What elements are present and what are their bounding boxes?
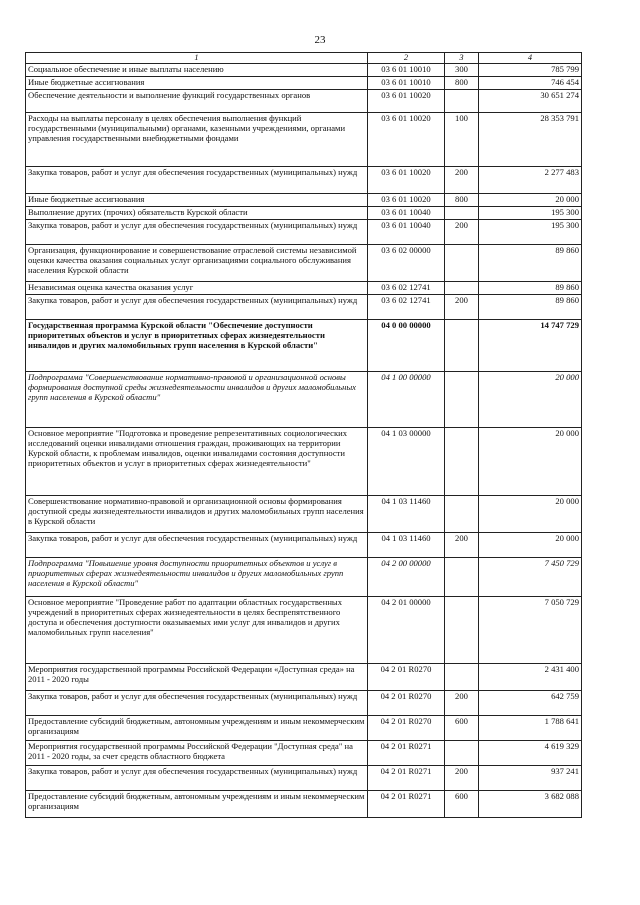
row-expense-type: 800 <box>445 77 479 90</box>
row-code: 03 6 01 10020 <box>368 113 445 167</box>
row-code: 04 2 01 R0270 <box>368 664 445 691</box>
row-amount: 89 860 <box>479 295 582 320</box>
row-name: Закупка товаров, работ и услуг для обеспечения государственных (муниципальных) нужд <box>26 167 368 194</box>
row-name: Независимая оценка качества оказания услуг <box>26 282 368 295</box>
table-row <box>26 194 582 207</box>
table-row <box>26 320 582 372</box>
column-header-amount: 4 <box>479 53 582 64</box>
row-expense-type <box>445 245 479 282</box>
row-expense-type <box>445 741 479 766</box>
table-body <box>26 64 582 818</box>
table-row <box>26 766 582 791</box>
row-expense-type <box>445 90 479 113</box>
row-amount: 20 000 <box>479 194 582 207</box>
row-name: Закупка товаров, работ и услуг для обеспечения государственных (муниципальных) нужд <box>26 691 368 716</box>
table-row <box>26 220 582 245</box>
row-amount: 3 682 088 <box>479 791 582 818</box>
column-header-name: 1 <box>26 53 368 64</box>
row-expense-type <box>445 320 479 372</box>
table-row <box>26 533 582 558</box>
row-code: 03 6 02 12741 <box>368 295 445 320</box>
row-expense-type: 200 <box>445 533 479 558</box>
row-expense-type: 600 <box>445 791 479 818</box>
row-name: Закупка товаров, работ и услуг для обеспечения государственных (муниципальных) нужд <box>26 766 368 791</box>
row-name: Совершенствование нормативно-правовой и организационной основы формирования доступной среды жизнедеятельности инвалидов и других маломобильных групп населения в Курской области <box>26 496 368 533</box>
table-row <box>26 295 582 320</box>
row-name: Предоставление субсидий бюджетным, автономным учреждениям и иным некоммерческим организациям <box>26 791 368 818</box>
row-expense-type <box>445 207 479 220</box>
table-row <box>26 282 582 295</box>
row-name: Организация, функционирование и совершенствование отраслевой системы независимой оценки качества оказания социальных услуг организациями социального обслуживания населения Курской области <box>26 245 368 282</box>
row-code: 04 0 00 00000 <box>368 320 445 372</box>
table-row <box>26 207 582 220</box>
row-name: Мероприятия государственной программы Российской Федерации «Доступная среда» на 2011 - 2020 годы <box>26 664 368 691</box>
row-code: 04 2 01 R0271 <box>368 791 445 818</box>
row-amount: 89 860 <box>479 245 582 282</box>
row-amount: 785 799 <box>479 64 582 77</box>
row-code: 04 2 01 R0271 <box>368 766 445 791</box>
row-amount: 937 241 <box>479 766 582 791</box>
row-name: Иные бюджетные ассигнования <box>26 77 368 90</box>
row-code: 03 6 02 12741 <box>368 282 445 295</box>
row-expense-type: 200 <box>445 220 479 245</box>
row-expense-type: 100 <box>445 113 479 167</box>
row-expense-type <box>445 496 479 533</box>
row-amount: 89 860 <box>479 282 582 295</box>
row-expense-type <box>445 282 479 295</box>
table-row <box>26 64 582 77</box>
table-row <box>26 741 582 766</box>
row-expense-type: 200 <box>445 691 479 716</box>
row-code: 03 6 01 10020 <box>368 194 445 207</box>
row-code: 03 6 01 10010 <box>368 64 445 77</box>
row-amount: 4 619 329 <box>479 741 582 766</box>
row-amount: 20 000 <box>479 428 582 496</box>
table-row <box>26 113 582 167</box>
row-amount: 7 450 729 <box>479 558 582 597</box>
column-header-expense-type: 3 <box>445 53 479 64</box>
table-row <box>26 597 582 664</box>
row-amount: 7 050 729 <box>479 597 582 664</box>
row-name: Обеспечение деятельности и выполнение функций государственных органов <box>26 90 368 113</box>
row-expense-type <box>445 597 479 664</box>
row-expense-type: 200 <box>445 167 479 194</box>
row-name: Государственная программа Курской области "Обеспечение доступности приоритетных объектов и услуг в приоритетных сферах жизнедеятельности инвалидов и других маломобильных групп населения в Курской области" <box>26 320 368 372</box>
row-amount: 2 277 483 <box>479 167 582 194</box>
table-row <box>26 716 582 741</box>
row-name: Выполнение других (прочих) обязательств Курской области <box>26 207 368 220</box>
table-row <box>26 372 582 428</box>
table-row <box>26 167 582 194</box>
row-expense-type: 800 <box>445 194 479 207</box>
row-expense-type: 600 <box>445 716 479 741</box>
row-code: 03 6 01 10020 <box>368 90 445 113</box>
row-name: Подпрограмма "Совершенствование нормативно-правовой и организационной основы формирования доступной среды жизнедеятельности инвалидов и других маломобильных групп населения в Курской области" <box>26 372 368 428</box>
row-expense-type <box>445 372 479 428</box>
row-name: Предоставление субсидий бюджетным, автономным учреждениям и иным некоммерческим организациям <box>26 716 368 741</box>
row-code: 04 1 03 11460 <box>368 533 445 558</box>
row-expense-type: 300 <box>445 64 479 77</box>
row-code: 04 2 01 R0270 <box>368 716 445 741</box>
row-amount: 642 759 <box>479 691 582 716</box>
row-code: 04 2 00 00000 <box>368 558 445 597</box>
row-name: Мероприятия государственной программы Российской Федерации "Доступная среда" на 2011 - 2020 годы, за счет средств областного бюджета <box>26 741 368 766</box>
row-amount: 746 454 <box>479 77 582 90</box>
row-amount: 20 000 <box>479 372 582 428</box>
row-expense-type <box>445 664 479 691</box>
row-amount: 28 353 791 <box>479 113 582 167</box>
row-amount: 195 300 <box>479 207 582 220</box>
row-code: 04 1 03 11460 <box>368 496 445 533</box>
row-code: 04 2 01 R0271 <box>368 741 445 766</box>
table-row <box>26 496 582 533</box>
row-expense-type <box>445 558 479 597</box>
row-amount: 30 651 274 <box>479 90 582 113</box>
page-number: 23 <box>314 34 326 46</box>
table-row <box>26 558 582 597</box>
column-header-code: 2 <box>368 53 445 64</box>
row-expense-type <box>445 428 479 496</box>
row-name: Подпрограмма "Повышение уровня доступности приоритетных объектов и услуг в приоритетных сферах жизнедеятельности инвалидов и других маломобильных групп населения в Курской области" <box>26 558 368 597</box>
row-name: Расходы на выплаты персоналу в целях обеспечения выполнения функций государственными (муниципальными) органами, казенными учреждениями, органами управления государственными внебюджетными фондами <box>26 113 368 167</box>
row-name: Основное мероприятие "Подготовка и проведение репрезентативных социологических исследований оценки инвалидами отношения граждан, проживающих на территории Курской области, к проблемам инвалидов, оценки инвалидами состояния доступности приоритетных объектов и услуг в приоритетных сферах жизнедеятельности" <box>26 428 368 496</box>
table-row <box>26 664 582 691</box>
row-amount: 2 431 400 <box>479 664 582 691</box>
table-row <box>26 245 582 282</box>
row-amount: 20 000 <box>479 533 582 558</box>
row-name: Иные бюджетные ассигнования <box>26 194 368 207</box>
row-code: 03 6 01 10040 <box>368 220 445 245</box>
table-header-row <box>26 53 582 64</box>
budget-table <box>25 52 582 818</box>
table-row <box>26 77 582 90</box>
row-name: Основное мероприятие "Проведение работ по адаптации областных государственных учреждений в приоритетных сферах жизнедеятельности в целях беспрепятственного доступа и обеспечения доступности оказываемых ими услуг для инвалидов и других маломобильных групп населения" <box>26 597 368 664</box>
row-amount: 1 788 641 <box>479 716 582 741</box>
row-expense-type: 200 <box>445 766 479 791</box>
row-code: 04 2 01 00000 <box>368 597 445 664</box>
row-name: Закупка товаров, работ и услуг для обеспечения государственных (муниципальных) нужд <box>26 533 368 558</box>
row-code: 03 6 01 10040 <box>368 207 445 220</box>
row-code: 04 1 03 00000 <box>368 428 445 496</box>
row-expense-type: 200 <box>445 295 479 320</box>
row-name: Социальное обеспечение и иные выплаты населению <box>26 64 368 77</box>
row-amount: 14 747 729 <box>479 320 582 372</box>
row-amount: 20 000 <box>479 496 582 533</box>
row-name: Закупка товаров, работ и услуг для обеспечения государственных (муниципальных) нужд <box>26 295 368 320</box>
row-name: Закупка товаров, работ и услуг для обеспечения государственных (муниципальных) нужд <box>26 220 368 245</box>
row-code: 03 6 01 10020 <box>368 167 445 194</box>
table-row <box>26 428 582 496</box>
row-code: 04 1 00 00000 <box>368 372 445 428</box>
row-code: 04 2 01 R0270 <box>368 691 445 716</box>
table-row <box>26 791 582 818</box>
table-row <box>26 90 582 113</box>
row-code: 03 6 01 10010 <box>368 77 445 90</box>
row-code: 03 6 02 00000 <box>368 245 445 282</box>
table-row <box>26 691 582 716</box>
row-amount: 195 300 <box>479 220 582 245</box>
